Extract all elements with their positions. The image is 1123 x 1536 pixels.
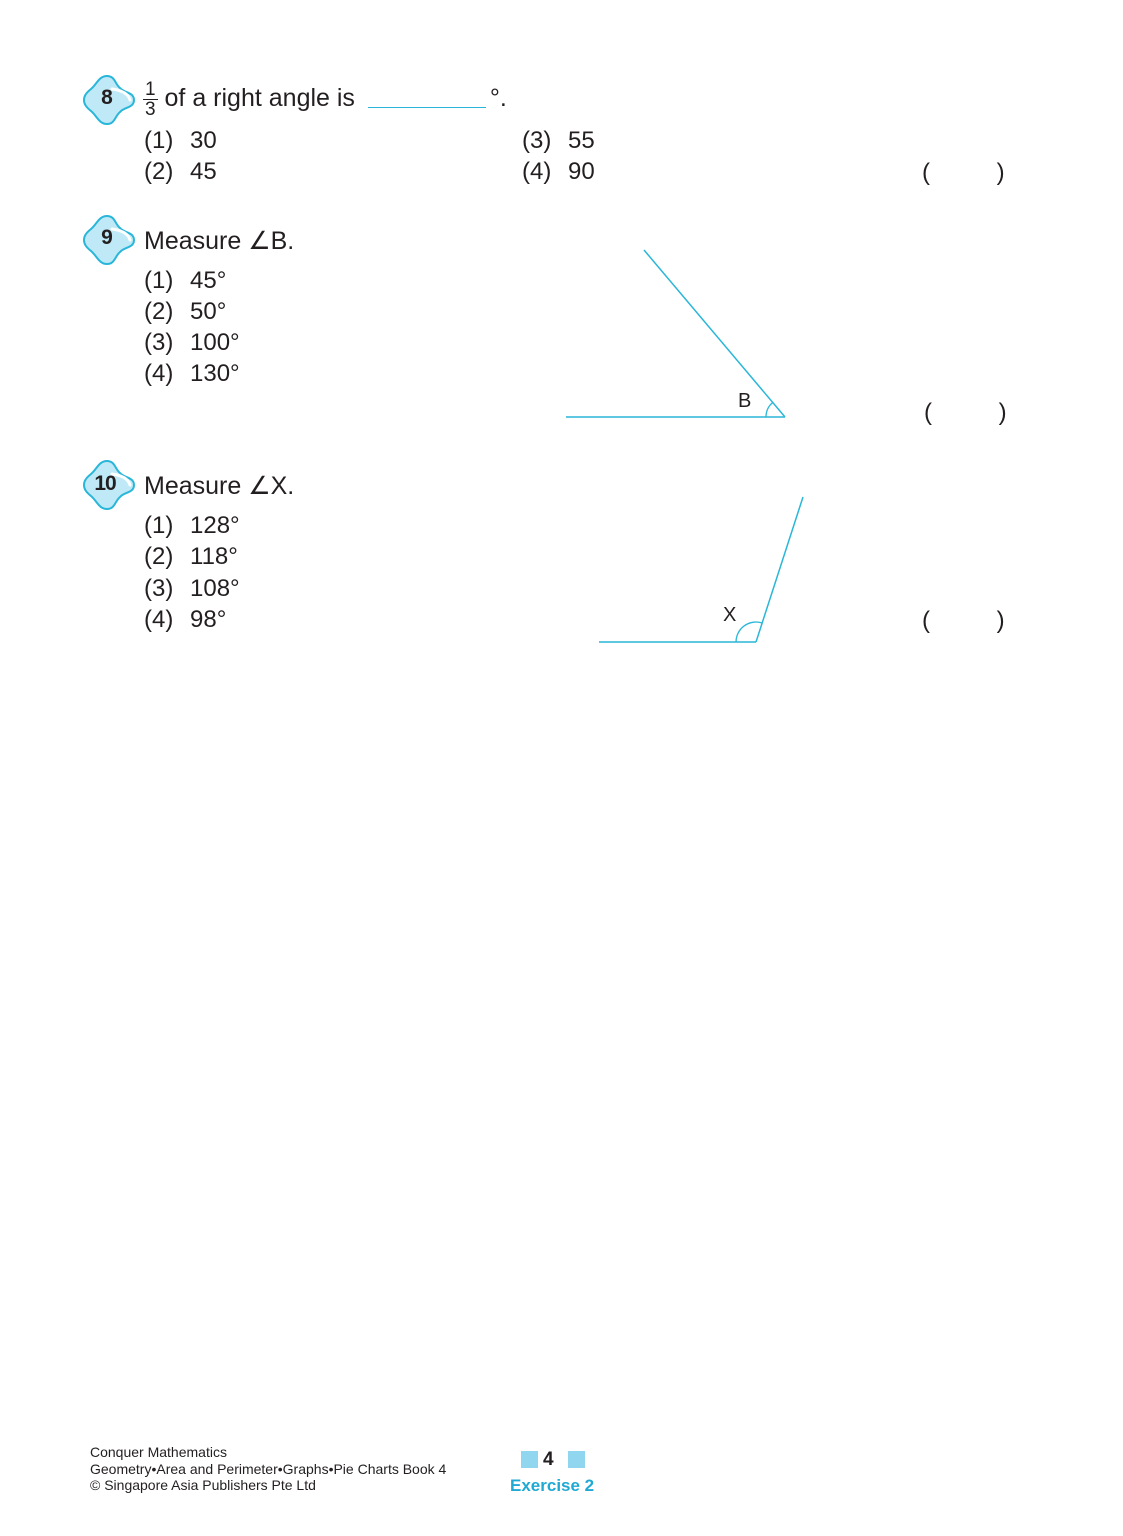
angle-b-label: B [738, 390, 752, 412]
angle-x-diagram [595, 490, 815, 650]
option-number: (2) [144, 298, 174, 325]
option-number: (4) [144, 606, 174, 633]
degree-suffix: °. [489, 84, 507, 113]
option-value: 128° [190, 512, 240, 539]
option-value: 50° [190, 298, 227, 325]
option-value: 118° [190, 543, 238, 570]
option[interactable] [144, 328, 240, 358]
option[interactable] [144, 359, 240, 389]
option[interactable] [144, 266, 226, 296]
question-number: 8 [101, 86, 113, 109]
question-8-text: of a right angle is [164, 84, 355, 113]
option[interactable] [522, 157, 595, 187]
angle-x-slant-ray [756, 497, 803, 642]
option[interactable] [144, 511, 240, 541]
option-value: 55 [568, 127, 595, 154]
option-value: 108° [190, 575, 240, 602]
question-number: 10 [94, 472, 116, 495]
page-number-square-right [568, 1451, 585, 1468]
option-value: 130° [190, 360, 240, 387]
footer-series-title: Conquer Mathematics [90, 1444, 227, 1460]
footer-copyright: © Singapore Asia Publishers Pte Ltd [90, 1477, 316, 1493]
option-number: (3) [144, 575, 174, 602]
fraction-numerator: 1 [145, 79, 156, 100]
option[interactable] [144, 126, 217, 156]
option-value: 100° [190, 329, 240, 356]
fraction-denominator: 3 [145, 99, 156, 120]
angle-b-arc [766, 403, 773, 418]
option-number: (2) [144, 158, 174, 185]
angle-b-diagram [560, 240, 800, 430]
option-number: (3) [144, 329, 174, 356]
question-8-stem [143, 80, 507, 119]
footer-book-info [90, 1444, 446, 1494]
option-number: (1) [144, 512, 174, 539]
footer-book-title: Geometry•Area and Perimeter•Graphs•Pie Charts Book 4 [90, 1460, 447, 1477]
fraction-one-third [143, 80, 158, 119]
option-value: 45 [190, 158, 217, 185]
option-number: (4) [144, 360, 174, 387]
option[interactable] [144, 297, 226, 327]
option[interactable] [522, 126, 595, 156]
question-number: 9 [101, 226, 113, 249]
option-value: 45° [190, 267, 227, 294]
option-value: 30 [190, 127, 217, 154]
option-number: (3) [522, 127, 552, 154]
option[interactable] [144, 542, 238, 572]
option[interactable] [144, 574, 240, 604]
angle-b-slant-ray [644, 250, 785, 417]
angle-x-arc [736, 622, 762, 642]
answer-bracket[interactable]: ( ) [924, 399, 1007, 426]
option-number: (1) [144, 267, 174, 294]
option[interactable] [144, 605, 226, 635]
answer-bracket[interactable]: ( ) [922, 159, 1005, 186]
option-value: 98° [190, 606, 227, 633]
option-value: 90 [568, 158, 595, 185]
answer-blank[interactable] [368, 83, 486, 108]
option-number: (1) [144, 127, 174, 154]
page-number: 4 [543, 1449, 554, 1470]
page-number-square-left [521, 1451, 538, 1468]
option-number: (4) [522, 158, 552, 185]
angle-x-label: X [723, 604, 737, 626]
answer-bracket[interactable]: ( ) [922, 607, 1005, 634]
option[interactable] [144, 157, 217, 187]
exercise-label: Exercise 2 [510, 1476, 595, 1495]
option-number: (2) [144, 543, 174, 570]
question-9-text: Measure ∠B. [144, 227, 295, 255]
question-10-text: Measure ∠X. [144, 472, 295, 500]
